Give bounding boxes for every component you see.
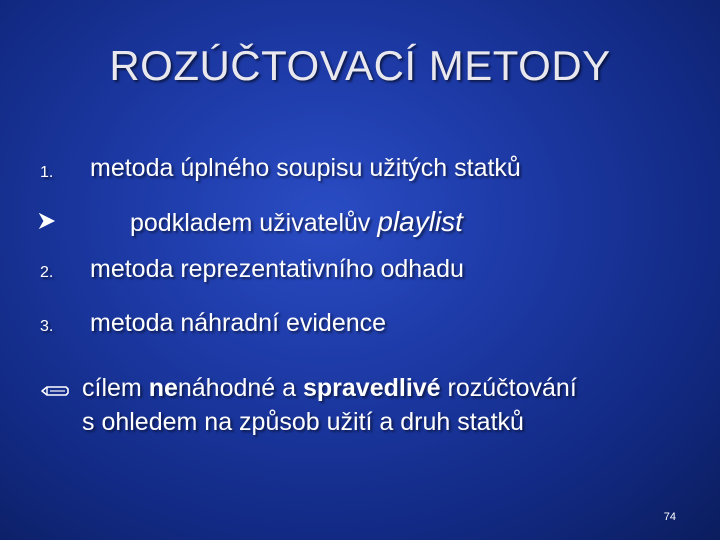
item-number: 1.	[40, 164, 54, 181]
list-item	[0, 150, 720, 190]
note-line-1	[82, 371, 577, 405]
list-item	[0, 306, 720, 346]
item-number: 3.	[40, 318, 54, 335]
item-text: metoda úplného soupisu užitých statků	[90, 154, 521, 182]
item-number: 2.	[40, 264, 54, 281]
arrow-bullet-icon	[38, 212, 56, 230]
item-text-italic: playlist	[377, 206, 463, 237]
list-item	[0, 252, 720, 292]
note-bold: spravedlivé	[303, 374, 441, 402]
list-item	[0, 200, 720, 240]
note-part: rozúčtování	[440, 374, 577, 402]
note-text	[82, 371, 577, 439]
item-text	[130, 206, 463, 238]
slide-title: ROZÚČTOVACÍ METODY	[109, 42, 611, 89]
note-line-2: s ohledem na způsob užití a druh statků	[82, 408, 524, 436]
item-text-normal: podkladem uživatelův	[130, 209, 371, 237]
item-text: metoda náhradní evidence	[90, 309, 387, 337]
page-number: 74	[663, 511, 676, 523]
pen-icon	[40, 383, 70, 399]
item-text: metoda reprezentativního odhadu	[90, 255, 464, 283]
note-part: náhodné a	[177, 374, 303, 402]
note-part: cílem	[82, 374, 149, 402]
note-bold: ne	[148, 374, 178, 402]
